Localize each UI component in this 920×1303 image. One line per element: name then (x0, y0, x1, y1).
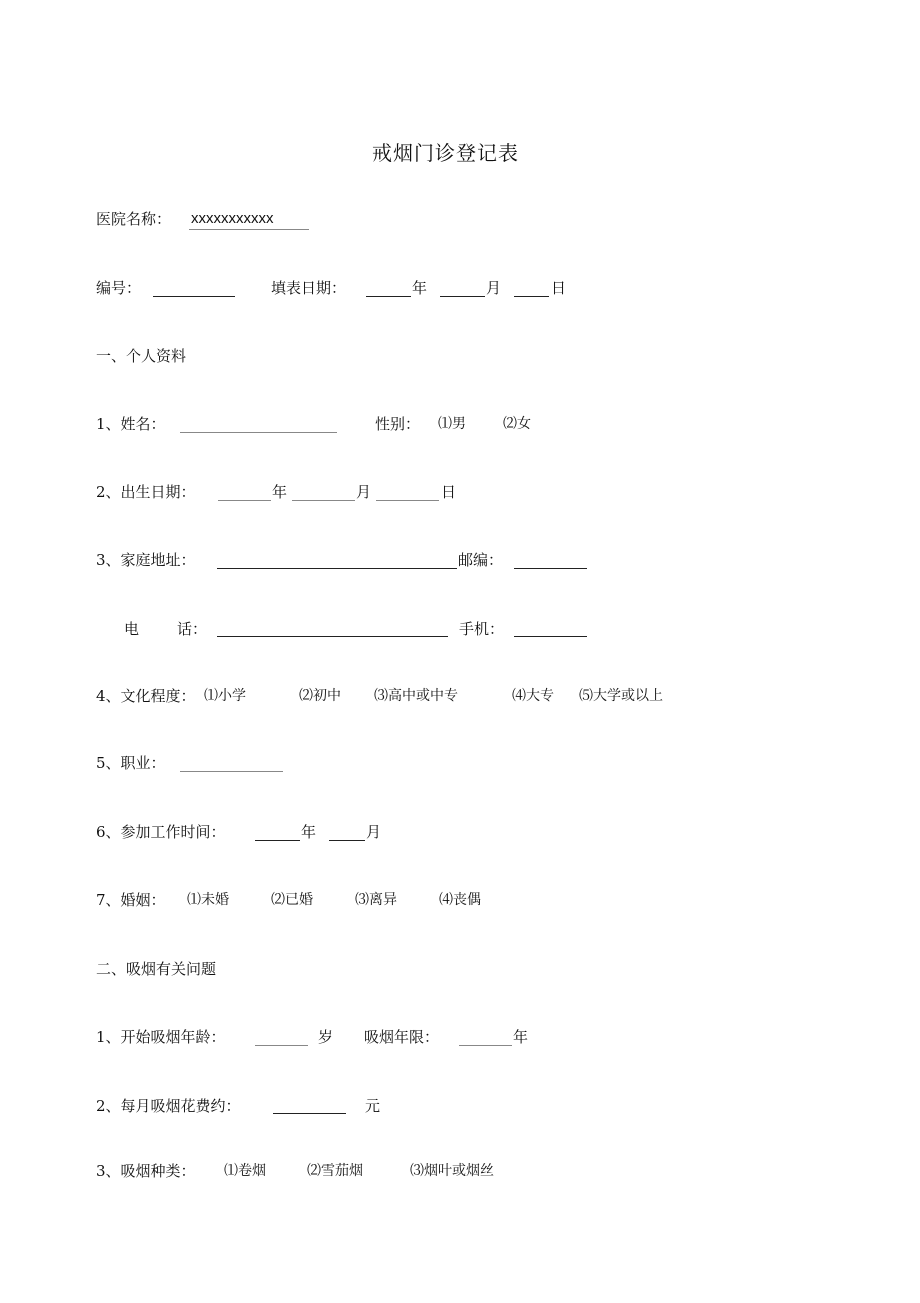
education-option-primary[interactable]: ⑴小学 (204, 688, 246, 704)
birth-day-unit: 日 (441, 483, 457, 501)
work-start-month-field[interactable] (329, 840, 365, 841)
fill-month-unit: 月 (486, 279, 502, 297)
fill-month-field[interactable] (440, 296, 485, 297)
gender-option-male[interactable]: ⑴男 (438, 416, 466, 432)
smoking-years-field[interactable] (459, 1045, 512, 1046)
work-start-label: 6、参加工作时间： (96, 823, 226, 841)
fill-year-unit: 年 (412, 279, 428, 297)
marital-option-widowed[interactable]: ⑷丧偶 (439, 892, 481, 908)
birth-day-field[interactable] (376, 500, 439, 501)
education-option-college[interactable]: ⑷大专 (512, 688, 554, 704)
hospital-value[interactable]: xxxxxxxxxxx (191, 210, 274, 227)
section1-heading: 一、个人资料 (96, 347, 187, 365)
occupation-field[interactable] (180, 771, 283, 772)
tobacco-option-cigarette[interactable]: ⑴卷烟 (224, 1163, 266, 1179)
marital-label: 7、婚姻： (96, 891, 166, 909)
work-start-year-unit: 年 (301, 823, 317, 841)
phone-label-part2: 话： (177, 620, 208, 638)
birth-year-field[interactable] (218, 500, 271, 501)
address-label: 3、家庭地址： (96, 551, 196, 569)
number-field[interactable] (153, 296, 235, 297)
smoking-start-age-label: 1、开始吸烟年龄： (96, 1028, 226, 1046)
number-label: 编号： (96, 279, 142, 297)
phone-label-part1: 电 (124, 620, 140, 638)
marital-option-divorced[interactable]: ⑶离异 (355, 892, 397, 908)
fill-year-field[interactable] (366, 296, 411, 297)
birth-date-label: 2、出生日期： (96, 483, 196, 501)
marital-option-married[interactable]: ⑵已婚 (271, 892, 313, 908)
birth-month-unit: 月 (356, 483, 372, 501)
monthly-cost-field[interactable] (273, 1113, 346, 1114)
section2-heading: 二、吸烟有关问题 (96, 960, 217, 978)
work-start-year-field[interactable] (255, 840, 300, 841)
phone-field[interactable] (217, 636, 448, 637)
education-label: 4、文化程度： (96, 687, 196, 705)
name-field[interactable] (180, 432, 337, 433)
postcode-field[interactable] (514, 568, 587, 569)
name-label: 1、姓名： (96, 415, 166, 433)
education-option-university[interactable]: ⑸大学或以上 (579, 688, 663, 704)
monthly-cost-label: 2、每月吸烟花费约： (96, 1097, 241, 1115)
smoking-years-unit: 年 (513, 1028, 529, 1046)
smoking-age-unit: 岁 (318, 1028, 334, 1046)
gender-option-female[interactable]: ⑵女 (503, 416, 531, 432)
fill-day-unit: 日 (551, 279, 567, 297)
birth-month-field[interactable] (292, 500, 355, 501)
monthly-cost-unit: 元 (365, 1097, 381, 1115)
occupation-label: 5、职业： (96, 754, 166, 772)
marital-option-single[interactable]: ⑴未婚 (187, 892, 229, 908)
education-option-senior[interactable]: ⑶高中或中专 (374, 688, 458, 704)
fill-date-label: 填表日期： (271, 279, 347, 297)
hospital-label: 医院名称： (96, 210, 172, 228)
page-title: 戒烟门诊登记表 (372, 141, 519, 165)
address-field[interactable] (217, 568, 457, 569)
mobile-field[interactable] (514, 636, 587, 637)
fill-day-field[interactable] (514, 296, 549, 297)
birth-year-unit: 年 (272, 483, 288, 501)
tobacco-option-leaf[interactable]: ⑶烟叶或烟丝 (410, 1163, 494, 1179)
education-option-junior[interactable]: ⑵初中 (299, 688, 341, 704)
tobacco-option-cigar[interactable]: ⑵雪茄烟 (307, 1163, 363, 1179)
mobile-label: 手机： (459, 620, 505, 638)
hospital-underline (189, 229, 309, 230)
smoking-start-age-field[interactable] (255, 1045, 308, 1046)
work-start-month-unit: 月 (366, 823, 382, 841)
tobacco-type-label: 3、吸烟种类： (96, 1162, 196, 1180)
smoking-years-label: 吸烟年限： (364, 1028, 440, 1046)
postcode-label: 邮编： (458, 551, 504, 569)
gender-label: 性别： (375, 415, 421, 433)
